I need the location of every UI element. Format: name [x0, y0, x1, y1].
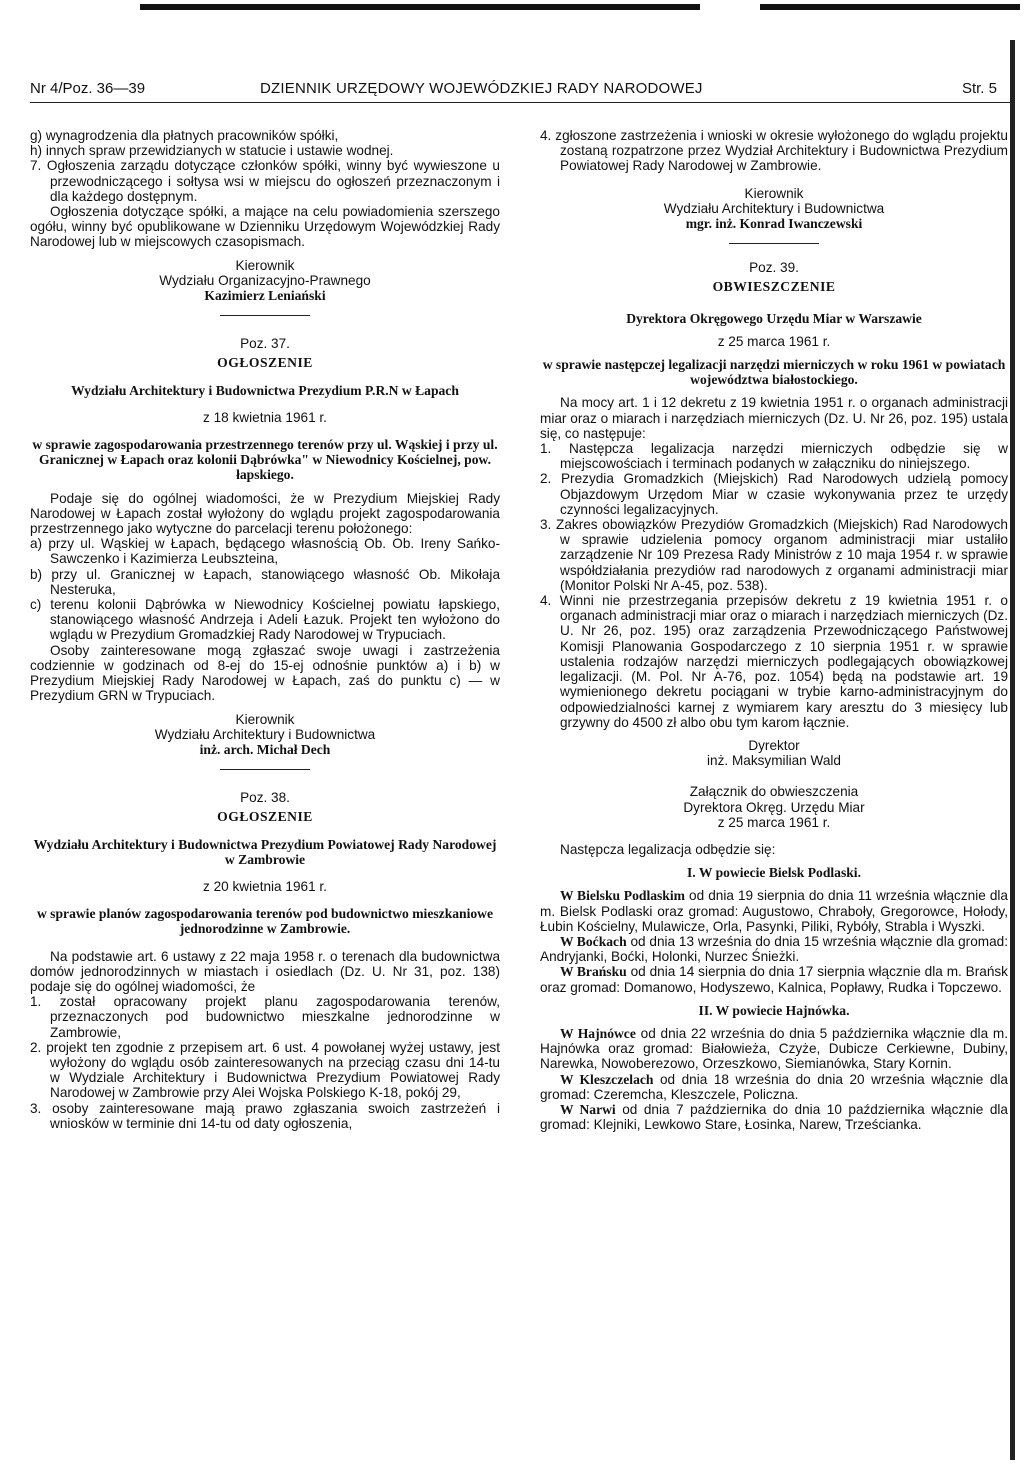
poz39-date: z 25 marca 1961 r. [717, 333, 831, 349]
page-header [30, 80, 1015, 103]
entry-bielsk: W Bielsku Podlaskim od dnia 19 sierpnia do dnia 11 września włącznie dla m. Bielsk Podlaski oraz gromad: Augustowo, Chraboły, Gregorowce, Hołody, Łubin Kościelny, Mulawicze, Orla, Pasynki, Piliki, Rybóły, Strabla i Wyszki. [540, 888, 1008, 934]
annex-line: z 25 marca 1961 r. [717, 814, 831, 830]
entry-kleszczele: W Kleszczelach od dnia 18 września do dnia 20 września włącznie dla gromad: Czeremcha, Kleszczele, Policzna. [540, 1071, 1008, 1102]
poz38-point-2: 2. projekt ten zgodnie z przepisem art. 6 ust. 4 powołanej wyżej ustawy, jest wyłożony do wglądu osób zainteresowanych na przeciąg czasu dni 14-tu w Wydziale Architektury i Budownictwa Prezydium Powiatowej Rady Narodowej w Zambrowie przy Alei Wojska Polskiego K-18, pokój 29, [30, 1039, 500, 1101]
poz39-body: Na mocy art. 1 i 12 dekretu z 19 kwietnia 1951 r. o organach administracji miar oraz o miarach i narzędziach mierniczych (Dz. U. Nr 26, poz. 195) ustala się, co następuje: [540, 395, 1008, 441]
sig-role: Dyrektor [748, 737, 800, 753]
right-scan-edge [1010, 40, 1015, 1460]
item-h: h) innych spraw przewidzianych w statucie i ustawie wodnej. [30, 143, 394, 159]
signature-block-1 [30, 258, 500, 304]
signature-block-2 [30, 712, 500, 758]
poz38-body: Na podstawie art. 6 ustawy z 22 maja 1958 r. o terenach dla budownictwa domów jednorodzinnych w miastach i osiedlach (Dz. U. Nr 31, poz. 138) podaje się do ogólnej wiadomości, że [30, 948, 500, 994]
sig-dept: Wydziału Architektury i Budownictwa [663, 200, 885, 216]
sig-dept: Wydziału Organizacyjno-Prawnego [159, 272, 371, 288]
separator [220, 769, 310, 770]
poz39-item-2: 2. Prezydia Gromadzkich (Miejskich) Rad Narodowych udzielą pomocy Objazdowym Urzędom Miar w czasie wykonywania przez te urzędy czynności legalizacyjnych. [540, 471, 1008, 517]
signature-block-4 [540, 738, 1008, 768]
right-column [540, 128, 1008, 1132]
sig-name: inż. Maksymilian Wald [707, 753, 841, 769]
poz38-point-4: 4. zgłoszone zastrzeżenia i wnioski w okresie wyłożonego do wglądu projektu zostaną rozpatrzone przez Wydział Architektury i Budownictwa Prezydium Powiatowej Rady Narodowej w Zambrowie. [540, 128, 1008, 174]
sig-role: Kierownik [235, 711, 295, 727]
top-scan-bar-gap [700, 4, 760, 10]
sig-name: inż. arch. Michał Dech [199, 741, 331, 757]
poz38-issuer: Wydziału Architektury i Budownictwa Prezydium Powiatowej Rady Narodowej w Zambrowie [33, 836, 497, 867]
annex-lead: Następcza legalizacja odbędzie się: [560, 841, 776, 857]
poz37-point-c: c) terenu kolonii Dąbrówka w Niewodnicy Kościelnej powiatu łapskiego, stanowiącego własność Andrzeja i Adeli Łazuk. Projekt ten wyłożono do wglądu w Prezydium Gromadzkiej Rady Narodowej w Trypuciach. [30, 597, 500, 643]
poz37-issuer: Wydziału Architektury i Budownictwa Prezydium P.R.N w Łapach [71, 382, 459, 398]
sig-role: Kierownik [235, 257, 295, 273]
entry-bocki: W Boćkach od dnia 13 września do dnia 15 września włącznie dla gromad: Andryjanki, Boćki, Holonki, Nurzec Śnieżki. [540, 933, 1008, 965]
poz38-point-3: 3. osoby zainteresowane mają prawo zgłaszania swoich zastrzeżeń i wniosków w terminie dni 14-tu od daty ogłoszenia, [30, 1100, 500, 1131]
annex-line: Załącznik do obwieszczenia [689, 784, 859, 800]
sig-name: Kazimierz Leniański [204, 288, 326, 304]
poz39-issuer: Dyrektora Okręgowego Urzędu Miar w Warszawie [626, 310, 922, 326]
entry-narew: W Narwi od dnia 7 października do dnia 10 października włącznie dla gromad: Klejniki, Lewkowo Stare, Łosinka, Narew, Trześcianka. [540, 1101, 1008, 1133]
item-g: g) wynagrodzenia dla płatnych pracowników spółki, [30, 128, 339, 143]
separator [220, 315, 310, 316]
poz38-subject: w sprawie planów zagospodarowania terenów pod budownictwo mieszkaniowe jednorodzinne w Zambrowie. [36, 906, 494, 937]
poz39-item-1: 1. Następcza legalizacja narzędzi mierniczych odbędzie się w miejscowościach i terminach podanych w załączniku do niniejszego. [540, 441, 1008, 472]
poz37-point-a: a) przy ul. Wąskiej w Łapach, będącego własnością Ob. Ob. Ireny Sańko-Sawczenko i Kazimierza Leubszteina, [30, 536, 500, 567]
annex-line: Dyrektora Okręg. Urzędu Miar [683, 799, 865, 815]
entry-bransk: W Brańsku od dnia 14 sierpnia do dnia 17 sierpnia włącznie dla m. Brańsk oraz gromad: Domanowo, Hodyszewo, Kalnica, Popławy, Rudka i Topczewo. [540, 964, 1008, 995]
top-scan-bar [140, 4, 1020, 10]
poz37-body: Podaje się do ogólnej wiadomości, że w Prezydium Miejskiej Rady Narodowej w Łapach został wyłożony do wglądu projekt zagospodarowania przestrzennego jako wytyczne do parcelacji terenu położonego: [30, 490, 500, 537]
poz37-subject: w sprawie zagospodarowania przestrzennego terenów przy ul. Wąskiej i przy ul. Granicznej w Łapach oraz kolonii Dąbrówka" w Niewodnicy Kościelnej, pow. łapskiego. [32, 437, 498, 483]
sig-name: mgr. inż. Konrad Iwanczewski [685, 216, 863, 232]
signature-block-3 [540, 186, 1008, 232]
poz39-subject: w sprawie następczej legalizacji narzędzi mierniczych w roku 1961 w powiatach województwa białostockiego. [542, 357, 1006, 388]
annex-heading [540, 784, 1008, 830]
issue-number: Nr 4/Poz. 36—39 [30, 80, 146, 97]
section-bielsk: I. W powiecie Bielsk Podlaski. [687, 865, 861, 881]
poz37-body2: Osoby zainteresowane mogą zgłaszać swoje uwagi i zastrzeżenia codziennie w godzinach od 8-ej do 15-ej odnośnie punktów a) i b) w Prezydium Miejskiej Rady Narodowej w Łapach, zaś do punktu c) — w Prezydium GRN w Trypuciach. [30, 642, 500, 704]
poz37-point-b: b) przy ul. Granicznej w Łapach, stanowiącego własność Ob. Mikołaja Nesteruka, [30, 566, 500, 597]
poz39-title: OBWIESZCZENIE [712, 279, 836, 295]
poz38-date: z 20 kwietnia 1961 r. [203, 878, 327, 894]
left-column [30, 128, 500, 1131]
poz38-title: OGŁOSZENIE [217, 809, 313, 825]
section-hajnowka: II. W powiecie Hajnówka. [698, 1002, 850, 1018]
poz39-item-3: 3. Zakres obowiązków Prezydiów Gromadzkich (Miejskich) Rad Narodowych w sprawie udzielenia pomocy organom administracji miar ustaliło zarządzenie Nr 109 Prezesa Rady Ministrów z 10 maja 1954 r. w sprawie współdziałania prezydiów rad narodowych z organami administracji miar (Monitor Polski Nr A-45, poz. 538). [540, 517, 1008, 593]
page-number: Str. 5 [961, 80, 997, 97]
sig-role: Kierownik [744, 185, 804, 201]
sig-dept: Wydziału Architektury i Budownictwa [154, 726, 376, 742]
poz37-title: OGŁOSZENIE [217, 355, 313, 371]
poz37-date: z 18 kwietnia 1961 r. [203, 409, 327, 425]
paragraph-announcements: Ogłoszenia dotyczące spółki, a mające na celu powiadomienia szerszego ogółu, winny być opublikowane w Dzienniku Urzędowym Wojewódzkiej Rady Narodowej lub w miejscowych czasopismach. [30, 204, 500, 250]
item-7: 7. Ogłoszenia zarządu dotyczące członków spółki, winny być wywieszone u przewodniczącego i sołtysa wsi w miejscu do ogłoszeń przeznaczonym i dla każdego dostępnym. [30, 158, 500, 204]
poz39-number: Poz. 39. [749, 260, 799, 276]
poz38-number: Poz. 38. [240, 790, 290, 806]
poz38-point-1: 1. został opracowany projekt planu zagospodarowania terenów, przeznaczonych pod budownictwo mieszkalne jednorodzinne w Zambrowie, [30, 994, 500, 1040]
separator [729, 243, 819, 244]
journal-title: DZIENNIK URZĘDOWY WOJEWÓDZKIEJ RADY NARODOWEJ [260, 80, 703, 97]
poz37-number: Poz. 37. [240, 336, 290, 352]
entry-hajnowka: W Hajnówce od dnia 22 września do dnia 5 października włącznie dla m. Hajnówka oraz gromad: Białowieża, Czyże, Dubicze Cerkiewne, Dubiny, Narewka, Nowoberezowo, Orzeszkowo, Siemianówka, Stary Kornin. [540, 1025, 1009, 1072]
poz39-item-4: 4. Winni nie przestrzegania przepisów dekretu z 19 kwietnia 1951 r. o organach administracji miar oraz o miarach i narzędziach mierniczych (Dz. U. Nr 26, poz. 195) oraz zarządzenia Przewodniczącego Państwowej Komisji Planowania Gospodarczego z 10 sierpnia 1951 r. w sprawie ustalenia rodzajów narzędzi mierniczych podlegających obowiązkowej legalizacji. (M. Pol. Nr A-76, poz. 1054) będą na podstawie art. 19 wymienionego dekretu pociągani w trybie karno-administracyjnym do odpowiedzialności karnej z wymiarem kary aresztu do 3 miesięcy lub grzywny do 4500 zł albo obu tym karom łącznie. [540, 593, 1008, 730]
